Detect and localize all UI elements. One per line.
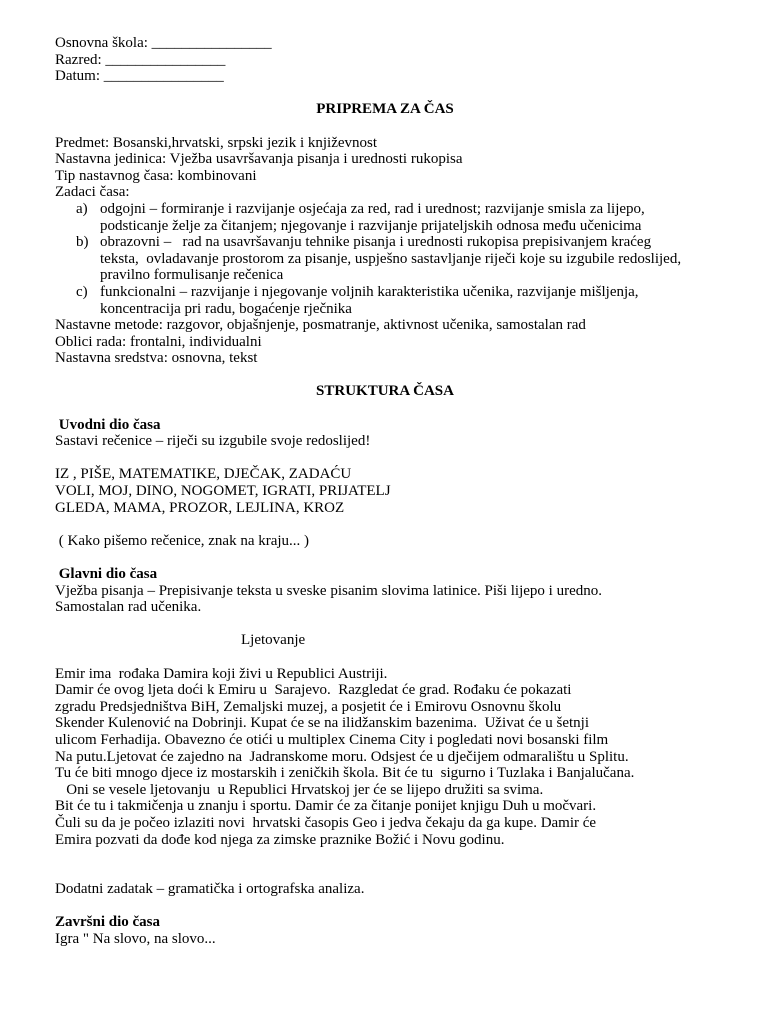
task-line: obrazovni – rad na usavršavanju tehnike pisanja i urednosti rukopisa prepisivanjem kraćeg — [100, 234, 652, 251]
date-field: Datum: ________________ — [55, 68, 224, 85]
school-field: Osnovna škola: ________________ — [55, 35, 272, 51]
task-marker: a) — [76, 200, 88, 217]
story-line: Na putu.Ljetovat će zajedno na Jadranskome moru. Odsjest će u dječijem odmaralištu u Splitu. — [55, 748, 629, 765]
story-line: zgradu Predsjedništva BiH, Zemaljski muzej, a posjetit će i Emirovu Osnovnu školu — [55, 698, 562, 715]
task-line: koncentracija pri radu, bogaćenje rječnika — [100, 300, 352, 317]
word-line: IZ , PIŠE, MATEMATIKE, DJEČAK, ZADAĆU — [55, 466, 352, 483]
task-line: pravilno formulisanje rečenica — [100, 267, 284, 284]
intro-instruction: Sastavi rečenice – riječi su izgubile svoje redoslijed! — [55, 433, 371, 450]
tasks-label: Zadaci časa: — [55, 184, 130, 201]
main-line: Vježba pisanja – Prepisivanje teksta u sveske pisanim slovima latinice. Piši lijepo i uredno. — [55, 582, 602, 599]
intro-hint: ( Kako pišemo rečenice, znak na kraju... ) — [55, 532, 310, 549]
story-line: Damir će ovog ljeta doći k Emiru u Sarajevo. Razgledat će grad. Rođaku će pokazati — [55, 682, 572, 699]
word-line: VOLI, MOJ, DINO, NOGOMET, IGRATI, PRIJATELJ — [55, 483, 391, 500]
story-line: Emir ima rođaka Damira koji živi u Republici Austriji. — [55, 665, 388, 682]
task-item-b — [55, 234, 715, 284]
task-marker: b) — [76, 234, 89, 251]
extra-task: Dodatni zadatak – gramatička i ortografska analiza. — [55, 881, 365, 898]
story-line: Skender Kulenović na Dobrinji. Kupat će se na ilidžanskim bazenima. Uživat će u šetnji — [55, 715, 590, 732]
task-line: teksta, ovladavanje prostorom za pisanje, uspješno sastavljanje riječi koje su izgubile redoslijed, — [100, 250, 682, 267]
task-marker: c) — [76, 283, 88, 300]
story-line: Čuli su da je počeo izlaziti novi hrvatski časopis Geo i jedva čekaju da ga kupe. Damir će — [55, 814, 597, 831]
story-line: Bit će tu i takmičenja u znanju i sportu. Damir će za čitanje ponijet knjigu Duh u močvari. — [55, 798, 597, 815]
methods-line: Nastavne metode: razgovor, objašnjenje, posmatranje, aktivnost učenika, samostalan rad — [55, 317, 586, 334]
main-line: Samostalan rad učenika. — [55, 599, 202, 616]
subject-line: Predmet: Bosanski,hrvatski, srpski jezik i književnost — [55, 134, 378, 151]
story-line: ulicom Ferhadija. Obavezno će otići u multiplex Cinema City i pogledati novi bosanski film — [55, 731, 609, 748]
materials-line: Nastavna sredstva: osnovna, tekst — [55, 350, 258, 367]
intro-heading: Uvodni dio časa — [55, 416, 161, 433]
task-line: podsticanje želje za čitanjem; njegovanje i razvijanje prijateljskih odnosa među učenicima — [100, 217, 642, 234]
grade-field: Razred: ________________ — [55, 51, 226, 68]
forms-line: Oblici rada: frontalni, individualni — [55, 333, 262, 350]
tasks-list — [55, 201, 715, 317]
structure-title: STRUKTURA ČASA — [316, 383, 454, 400]
task-item-c — [55, 284, 715, 317]
document-title: PRIPREMA ZA ČAS — [316, 101, 454, 118]
final-text: Igra " Na slovo, na slovo... — [55, 931, 216, 948]
final-heading: Završni dio časa — [55, 914, 161, 931]
unit-line: Nastavna jedinica: Vježba usavršavanja pisanja i urednosti rukopisa — [55, 151, 463, 168]
lesson-type-line: Tip nastavnog časa: kombinovani — [55, 167, 257, 184]
story-line: Tu će biti mnogo djece iz mostarskih i zeničkih škola. Bit će tu sigurno i Tuzlaka i Banjalučana. — [55, 765, 635, 782]
story-text — [55, 666, 715, 849]
main-heading: Glavni dio časa — [55, 566, 158, 582]
task-line: odgojni – formiranje i razvijanje osjećaja za red, rad i urednost; razvijanje smisla za lijepo, — [100, 200, 645, 217]
story-line: Oni se vesele ljetovanju u Republici Hrvatskoj jer će se lijepo družiti sa svima. — [55, 781, 544, 798]
story-line: Emira pozvati da dođe kod njega za zimske praznike Božić i Novu godinu. — [55, 831, 505, 848]
task-item-a — [55, 201, 715, 234]
word-line: GLEDA, MAMA, PROZOR, LEJLINA, KROZ — [55, 499, 345, 516]
document-page — [55, 35, 715, 948]
task-line: funkcionalni – razvijanje i njegovanje voljnih karakteristika učenika, razvijanje mišljenja, — [100, 283, 639, 300]
story-title: Ljetovanje — [241, 632, 306, 649]
